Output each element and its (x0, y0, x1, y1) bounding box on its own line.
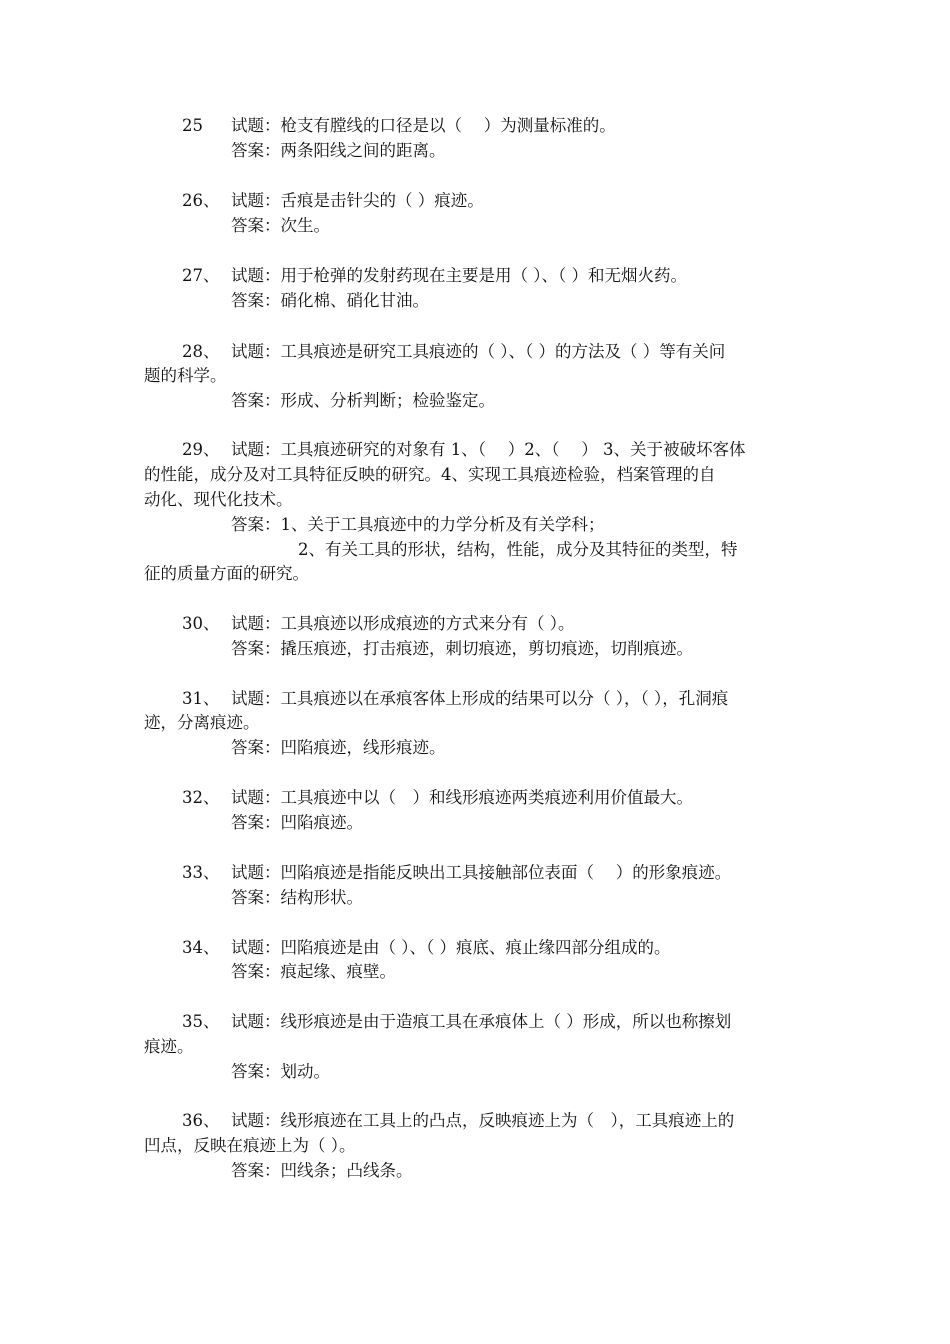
question-number: 33、 (182, 863, 220, 882)
question-number: 32、 (182, 788, 220, 807)
question-text: 试题：工具痕迹以形成痕迹的方式来分有（ ）。 (231, 614, 575, 633)
question-text: 试题：工具痕迹是研究工具痕迹的（ ）、（ ）的方法及（ ）等有关问 (231, 342, 726, 361)
question-text: 试题：凹陷痕迹是由（ ）、（ ）痕底、痕止缘四部分组成的。 (231, 938, 671, 957)
question-text: 试题：工具痕迹中以（ ）和线形痕迹两类痕迹利用价值最大。 (231, 788, 693, 807)
answer-text: 答案：形成、分析判断；检验鉴定。 (231, 391, 495, 410)
question-text-continued: 迹，分离痕迹。 (144, 713, 260, 732)
question-number: 34、 (182, 938, 220, 957)
answer-text-continued: 2、有关工具的形状，结构，性能，成分及其特征的类型，特 (298, 540, 738, 559)
question-number: 28、 (182, 342, 220, 361)
question-number: 36、 (182, 1111, 220, 1130)
answer-text: 答案：划动。 (231, 1062, 330, 1081)
question-number: 35、 (182, 1012, 220, 1031)
question-text-continued: 的性能，成分及对工具特征反映的研究。4、实现工具痕迹检验，档案管理的自 (144, 465, 716, 484)
answer-text: 答案：次生。 (231, 216, 330, 235)
question-text: 试题：枪支有膛线的口径是以（ ）为测量标准的。 (231, 116, 616, 135)
question-text: 试题：用于枪弹的发射药现在主要是用（ ）、（ ）和无烟火药。 (231, 266, 687, 285)
question-number: 26、 (182, 191, 220, 210)
answer-text: 答案：痕起缘、痕壁。 (231, 962, 396, 981)
question-text: 试题：凹陷痕迹是指能反映出工具接触部位表面（ ）的形象痕迹。 (231, 863, 732, 882)
question-number: 29、 (182, 440, 220, 459)
question-number: 31、 (182, 689, 220, 708)
answer-text: 答案：两条阳线之间的距离。 (231, 141, 446, 160)
question-number: 25 (182, 116, 203, 135)
answer-text-continued: 征的质量方面的研究。 (144, 564, 309, 583)
answer-text: 答案：硝化棉、硝化甘油。 (231, 291, 429, 310)
question-text: 试题：工具痕迹研究的对象有 1、（ ）2、（ ） 3、关于被破坏客体 (231, 440, 746, 459)
question-text: 试题：线形痕迹在工具上的凸点，反映痕迹上为（ ），工具痕迹上的 (231, 1111, 735, 1130)
answer-text: 答案：凹陷痕迹，线形痕迹。 (231, 738, 446, 757)
question-number: 30、 (182, 614, 220, 633)
answer-text: 答案：撬压痕迹，打击痕迹，刺切痕迹，剪切痕迹，切削痕迹。 (231, 639, 693, 658)
question-text-continued: 痕迹。 (144, 1037, 194, 1056)
question-text: 试题：舌痕是击针尖的（ ）痕迹。 (231, 191, 484, 210)
question-number: 27、 (182, 266, 220, 285)
question-text-continued: 动化、现代化技术。 (144, 490, 293, 509)
question-text: 试题：线形痕迹是由于造痕工具在承痕体上（ ）形成，所以也称擦划 (231, 1012, 732, 1031)
question-text-continued: 题的科学。 (144, 366, 227, 385)
question-text-continued: 凹点，反映在痕迹上为（ ）。 (144, 1136, 356, 1155)
answer-text: 答案：凹陷痕迹。 (231, 813, 363, 832)
answer-text: 答案：凹线条；凸线条。 (231, 1161, 413, 1180)
question-text: 试题：工具痕迹以在承痕客体上形成的结果可以分（ ），（ ），孔洞痕 (231, 689, 729, 708)
answer-text: 答案：1、关于工具痕迹中的力学分析及有关学科； (231, 515, 605, 534)
answer-text: 答案：结构形状。 (231, 888, 363, 907)
